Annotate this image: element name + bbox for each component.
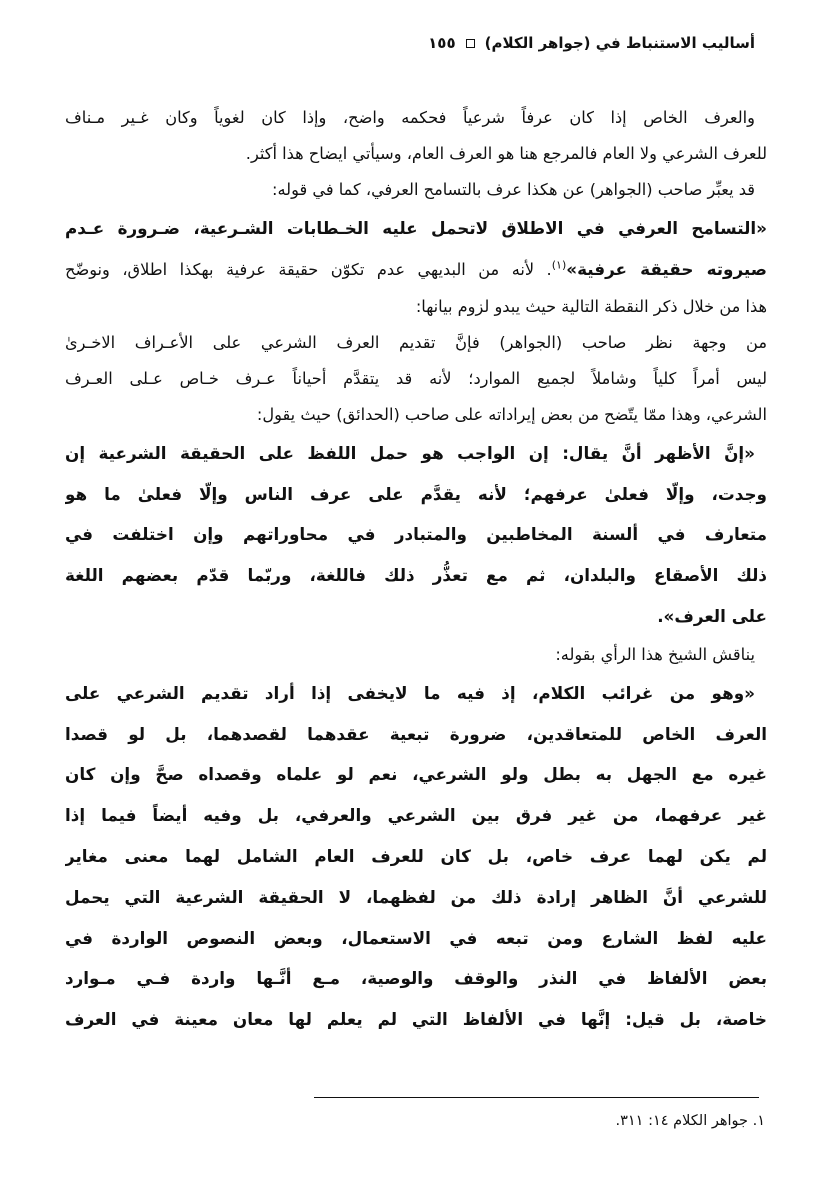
page-number: ١٥٥ — [428, 34, 456, 52]
paragraph-line: هذا من خلال ذكر النقطة التالية حيث يبدو لزوم بيانها: — [415, 296, 767, 316]
square-separator-icon — [466, 39, 475, 48]
quote-line: العرف الخاص للمتعاقدين، ضرورة تبعية عقدهما لقصدهما، بل لو قصدا — [65, 723, 767, 744]
quote-line: خاصة، بل قيل: إنَّها في الألفاظ التي لم يعلم لها معان معينة في العرف — [65, 1009, 767, 1030]
quote-line: غير عرفهما، من غير فرق بين الشرعي والعرفي، بل وفيه أيضاً فيما إذا — [65, 805, 767, 826]
header-title: أساليب الاستنباط في (جواهر الكلام) — [484, 34, 755, 52]
paragraph-line: من وجهة نظر صاحب (الجواهر) فإنَّ تقديم العرف الشرعي على الأعـراف الاخـرىٰ — [65, 332, 767, 352]
quote-line: عليه لفظ الشارع ومن تبعه في الاستعمال، وبعض النصوص الواردة في — [65, 927, 767, 948]
paragraph-line: الشرعي، وهذا ممّا يتّضح من بعض إيراداته على صاحب (الحدائق) حيث يقول: — [256, 404, 767, 424]
mixed-line — [65, 249, 767, 289]
quote-fragment: صيروته حقيقة عرفية» — [566, 258, 767, 279]
paragraph-line: قد يعبِّر صاحب (الجواهر) عن هكذا عرف بالتسامح العرفي، كما في قوله: — [272, 180, 755, 199]
quote-line: ذلك الأصقاع والبلدان، ثم مع تعذُّر ذلك فاللغة، وربّما قدّم بعضهم اللغة — [65, 565, 767, 586]
quote-line: «إنَّ الأظهر أنَّ يقال: إن الواجب هو حمل اللفظ على الحقيقة الشرعية إن — [65, 442, 755, 463]
paragraph-line: ليس أمراً كلياً وشاملاً لجميع الموارد؛ لأنه قد يتقدَّم أحياناً عـرف خـاص عـلى العـرف — [65, 368, 767, 388]
paragraph-line: للعرف الشرعي ولا العام فالمرجع هنا هو العرف العام، وسيأتي ايضاح هذا أكثر. — [245, 144, 767, 163]
quote-line: وجدت، وإلّا فعلىٰ عرفهم؛ لأنه يقدَّم على عرف الناس وإلّا فعلىٰ ما هو — [65, 483, 767, 504]
footnote: ١. جواهر الكلام ١٤: ٣١١. — [615, 1113, 765, 1129]
quote-line: على العرف». — [657, 605, 767, 626]
text-fragment: . لأنه من البديهي عدم تكوّن حقيقة عرفية بهكذا اطلاق، ونوضّح — [65, 259, 552, 279]
quote-line: غيره مع الجهل به بطل ولو الشرعي، نعم لو علماه وقصداه صحَّ وإن كان — [65, 764, 767, 785]
paragraph-line: يناقش الشيخ هذا الرأي بقوله: — [555, 644, 755, 664]
quote-line: بعض الألفاظ في النذر والوقف والوصية، مـع أنَّـها واردة فـي مـوارد — [65, 968, 767, 989]
footnote-ref: (١) — [551, 258, 567, 272]
running-header — [60, 34, 755, 52]
quote-line: للشرعي أنَّ الظاهر إرادة ذلك من لفظهما، لا الحقيقة الشرعية التي يحمل — [65, 886, 767, 907]
quote-line: «وهو من غرائب الكلام، إذ فيه ما لايخفى إذا أراد تقديم الشرعي على — [65, 682, 755, 703]
quote-line: «التسامح العرفي في الاطلاق لاتحمل عليه الخـطابات الشـرعية، ضـرورة عـدم — [65, 218, 767, 238]
paragraph-line: والعرف الخاص إذا كان عرفاً شرعياً فحكمه واضح، وإذا كان لغوياً وكان غـير مـناف — [65, 108, 755, 127]
quote-line: لم يكن لهما عرف خاص، بل كان للعرف العام الشامل لهما معنى مغاير — [65, 845, 767, 866]
quote-line: متعارف في ألسنة المخاطبين والمتبادر في محاوراتهم وإن اختلفت في — [65, 524, 767, 545]
body-text — [65, 100, 767, 1040]
footnote-divider — [314, 1097, 759, 1098]
